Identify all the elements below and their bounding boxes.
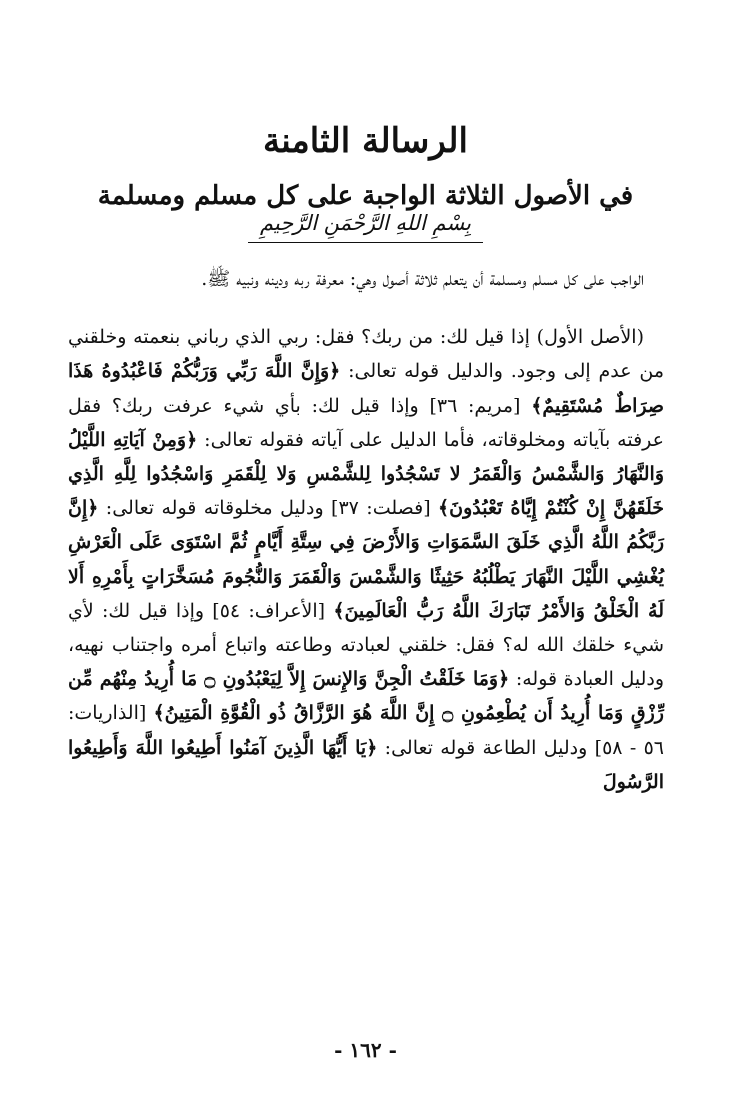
basmala-calligraphy <box>0 206 731 243</box>
page-subtitle: في الأصول الثلاثة الواجبة على كل مسلم ومسلمة <box>97 180 634 211</box>
quran-verse: ﴿إِنَّ رَبَّكُمُ اللَّهُ الَّذِي خَلَقَ السَّمَوَاتِ وَالأَرْضَ فِي سِتَّةِ أَيَّامٍ ثُمَّ اسْتَوَى عَلَى الْعَرْشِ يُغْشِي اللَّيْلَ النَّهَارَ يَطْلُبُهُ حَثِيثًا وَالشَّمْسَ وَالْقَمَرَ وَالنُّجُومَ مُسَخَّرَاتٍ بِأَمْرِهِ أَلا لَهُ الْخَلْقُ وَالأَمْرُ تَبَارَكَ اللَّهُ رَبُّ الْعَالَمِينَ﴾ <box>68 497 664 622</box>
paragraph-text: (الأصل الأول) إذا قيل لك: من ربك؟ فقل: ربي الذي رباني بنعمته وخلقني من عدم إلى وجود. والدليل قوله تعالى: <box>68 326 664 383</box>
body-text <box>68 262 664 799</box>
paragraph-text: [فصلت: ٣٧] ودليل مخلوقاته قوله تعالى: <box>98 497 439 520</box>
paragraph-text: [الأعراف: ٥٤] وإذا قيل لك: لأي شيء خلقك الله له؟ فقل: خلقني لعبادته وطاعته واتباع أمره واجتناب نهيه، ودليل العبادة قوله: <box>68 599 664 691</box>
intro-paragraph: الواجب على كل مسلم ومسلمة أن يتعلم ثلاثة أصول وهي: معرفة ربه ودينه ونبيه ﷺ. <box>201 268 644 290</box>
paragraph-text: [مريم: ٣٦] وإذا قيل لك: بأي شيء عرفت ربك؟ فقل عرفته بآياته ومخلوقاته، فأما الدليل على آياته فقوله تعالى: <box>68 394 664 451</box>
page-number: - ١٦٢ - <box>334 1038 397 1062</box>
basmala-text: بِسْمِ اللهِ الرَّحْمَنِ الرَّحِيمِ <box>248 206 483 243</box>
quran-verse: ﴿وَمَا خَلَقْتُ الْجِنَّ وَالإِنسَ إِلاَّ لِيَعْبُدُونِ ۝ مَا أُرِيدُ مِنْهُم مِّن رِّزْقٍ وَمَا أُرِيدُ أَن يُطْعِمُونِ ۝ إِنَّ اللَّهَ هُوَ الرَّزَّاقُ ذُو الْقُوَّةِ الْمَتِينُ﴾ <box>68 668 664 725</box>
paragraph-text: [الذاريات: ٥٦ - ٥٨] ودليل الطاعة قوله تعالى: <box>68 702 664 759</box>
quran-verse: ﴿وَإِنَّ اللَّهَ رَبِّي وَرَبُّكُمْ فَاعْبُدُوهُ هَذَا صِرَاطٌ مُسْتَقِيمٌ﴾ <box>68 360 664 417</box>
quran-verse: ﴿وَمِنْ آيَاتِهِ اللَّيْلُ وَالنَّهَارُ وَالشَّمْسُ وَالْقَمَرُ لا تَسْجُدُوا لِلشَّمْسِ وَلا لِلْقَمَرِ وَاسْجُدُوا لِلَّهِ الَّذِي خَلَقَهُنَّ إِنْ كُنْتُمْ إِيَّاهُ تَعْبُدُونَ﴾ <box>68 428 664 520</box>
page-title: الرسالة الثامنة <box>263 120 468 161</box>
first-principle-paragraph <box>68 320 664 799</box>
quran-verse: ﴿يَا أَيُّهَا الَّذِينَ آمَنُوا أَطِيعُوا اللَّهَ وَأَطِيعُوا الرَّسُولَ <box>68 736 664 793</box>
